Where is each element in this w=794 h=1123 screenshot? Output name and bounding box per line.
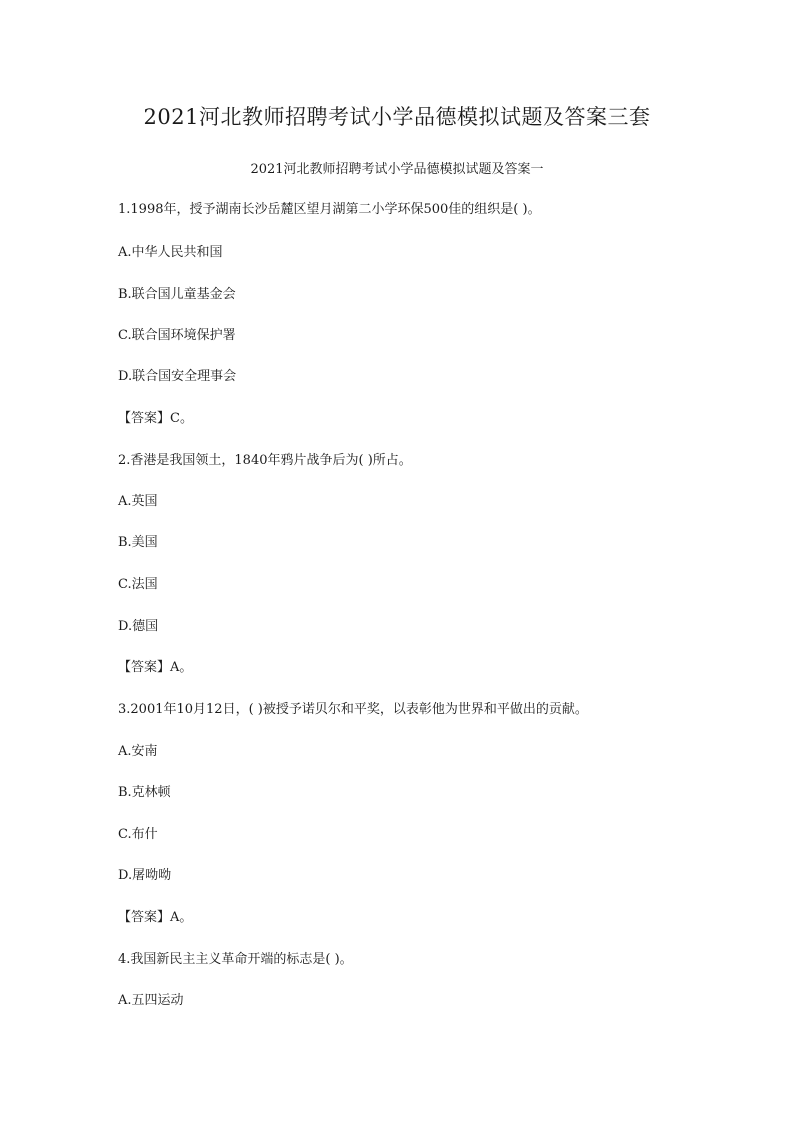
question-option: A.安南	[118, 744, 158, 759]
question-option: C.布什	[118, 827, 158, 842]
question-stem: 2.香港是我国领土，1840年鸦片战争后为( )所占。	[118, 453, 412, 468]
question-option: B.美国	[118, 535, 158, 550]
question-stem: 3.2001年10月12日，( )被授予诺贝尔和平奖，以表彰他为世界和平做出的贡献。	[118, 702, 588, 717]
question-option: B.克林顿	[118, 785, 171, 800]
question-stem: 4.我国新民主主义革命开端的标志是( )。	[118, 952, 353, 967]
answer-line: 【答案】A。	[118, 660, 193, 675]
answer-line: 【答案】C。	[118, 411, 193, 426]
question-option: B.联合国儿童基金会	[118, 287, 236, 302]
question-option: C.法国	[118, 577, 158, 592]
question-option: D.德国	[118, 619, 159, 634]
question-option: D.联合国安全理事会	[118, 369, 237, 384]
question-option: A.五四运动	[118, 993, 184, 1008]
document-subtitle: 2021河北教师招聘考试小学品德模拟试题及答案一	[250, 162, 544, 177]
question-option: D.屠呦呦	[118, 868, 172, 883]
document-title: 2021河北教师招聘考试小学品德模拟试题及答案三套	[143, 105, 651, 129]
question-option: A.英国	[118, 494, 158, 509]
answer-line: 【答案】A。	[118, 910, 193, 925]
question-option: A.中华人民共和国	[118, 245, 223, 260]
question-stem: 1.1998年，授予湖南长沙岳麓区望月湖第二小学环保500佳的组织是( )。	[118, 202, 541, 217]
question-option: C.联合国环境保护署	[118, 328, 236, 343]
